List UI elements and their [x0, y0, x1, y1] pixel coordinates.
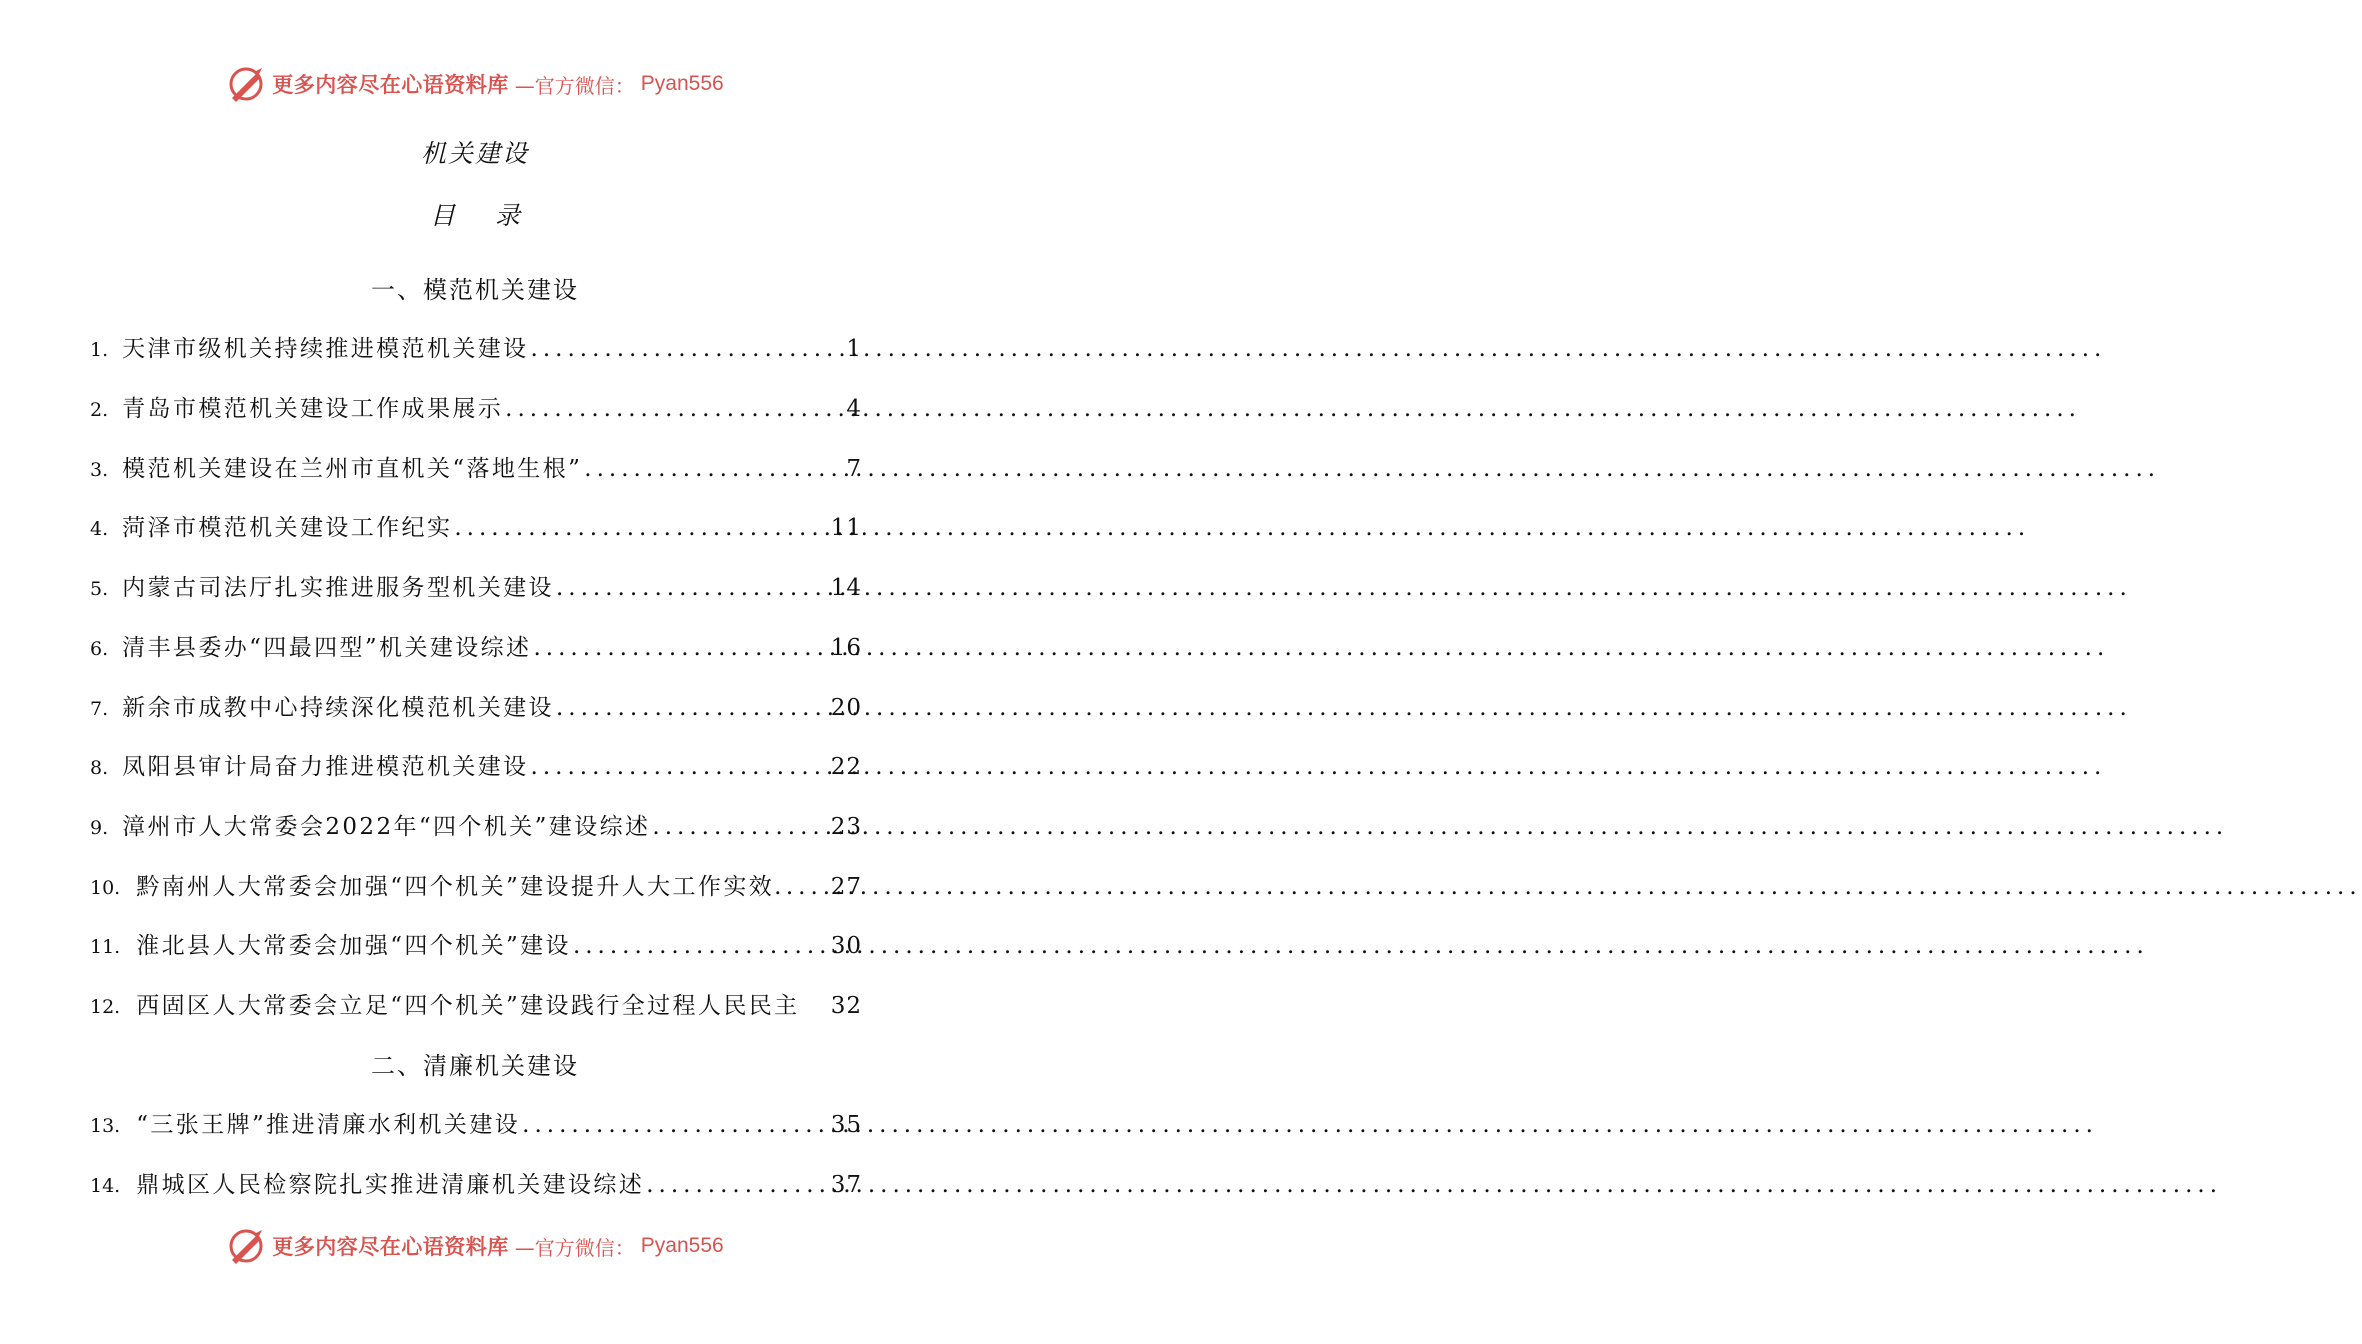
toc-entry[interactable] — [90, 748, 862, 784]
banner-wechat-id: Pyan556 — [640, 72, 724, 95]
entry-title: 西固区人大常委会立足“四个机关”建设践行全过程人民民主 — [136, 993, 800, 1019]
entry-title: “三张王牌”推进清廉水利机关建设 — [136, 1112, 521, 1138]
toc-entry[interactable] — [90, 1166, 862, 1202]
entry-number: 6. — [90, 638, 109, 660]
entry-title: 菏泽市模范机关建设工作纪实 — [122, 515, 453, 541]
entry-page: 20 — [830, 695, 862, 721]
dot-leader — [554, 575, 827, 601]
entry-title: 内蒙古司法厅扎实推进服务型机关建设 — [122, 575, 554, 601]
entry-title: 黔南州人大常委会加强“四个机关”建设提升人大工作实效. — [136, 874, 784, 900]
entry-page: 23 — [830, 814, 862, 840]
toc-entry[interactable] — [90, 330, 862, 366]
dot-leader — [650, 814, 826, 840]
entry-page: 32 — [830, 993, 862, 1019]
entry-page: 1 — [846, 336, 862, 362]
banner-sub-text: —官方微信： — [514, 73, 635, 98]
entry-number: 1. — [90, 339, 109, 361]
dot-leader — [784, 874, 827, 900]
section-heading: 一、模范机关建设 — [371, 276, 579, 304]
entry-page: 16 — [830, 635, 862, 661]
entry-number: 5. — [90, 578, 109, 600]
entry-title: 青岛市模范机关建设工作成果展示 — [122, 396, 504, 422]
entry-title: 鼎城区人民检察院扎实推进清廉机关建设综述 — [136, 1172, 645, 1198]
toc-entry[interactable] — [90, 1106, 862, 1142]
entry-number: 14. — [90, 1175, 121, 1197]
entry-number: 13. — [90, 1115, 121, 1137]
entry-page: 37 — [830, 1172, 862, 1198]
entry-number: 9. — [90, 817, 109, 839]
entry-title: 模范机关建设在兰州市直机关“落地生根” — [122, 456, 583, 482]
banner-main-text: 更多内容尽在心语资料库 — [272, 1234, 509, 1259]
dot-leader — [531, 635, 826, 661]
dot-leader — [554, 695, 827, 721]
footer-banner — [0, 1224, 950, 1268]
banner-main-text: 更多内容尽在心语资料库 — [272, 72, 509, 97]
dot-leader — [529, 336, 843, 362]
toc-entry[interactable] — [90, 629, 862, 665]
entry-number: 4. — [90, 518, 109, 540]
entry-number: 10. — [90, 877, 121, 899]
entry-number: 11. — [90, 936, 121, 958]
dot-leader — [503, 396, 842, 422]
document-title: 机关建设 — [420, 139, 529, 168]
dot-leader — [529, 754, 827, 780]
entry-number: 12. — [90, 996, 121, 1018]
dot-leader — [571, 933, 827, 959]
toc-entry[interactable] — [90, 927, 862, 963]
entry-number: 2. — [90, 399, 109, 421]
toc-title: 目录 — [429, 201, 560, 230]
pen-logo-icon — [226, 64, 266, 104]
entry-number: 8. — [90, 757, 109, 779]
section-heading: 二、清廉机关建设 — [371, 1052, 579, 1080]
entry-title: 天津市级机关持续推进模范机关建设 — [122, 336, 529, 362]
entry-title: 淮北县人大常委会加强“四个机关”建设 — [136, 933, 571, 959]
toc-entry[interactable] — [90, 450, 862, 486]
entry-page: 27 — [830, 874, 862, 900]
dot-leader — [452, 515, 826, 541]
entry-page: 14 — [830, 575, 862, 601]
toc-entry[interactable] — [90, 868, 862, 904]
entry-page: 35 — [830, 1112, 862, 1138]
entry-title: 漳州市人大常委会2022年“四个机关”建设综述 — [122, 814, 651, 840]
entry-title: 清丰县委办“四最四型”机关建设综述 — [122, 635, 532, 661]
dot-leader — [520, 1112, 827, 1138]
banner-sub-text: —官方微信： — [514, 1235, 635, 1260]
entry-page: 30 — [830, 933, 862, 959]
pen-logo-icon — [226, 1226, 266, 1266]
entry-number: 7. — [90, 698, 109, 720]
entry-title: 新余市成教中心持续深化模范机关建设 — [122, 695, 554, 721]
banner-wechat-id: Pyan556 — [640, 1234, 724, 1257]
toc-entry[interactable] — [90, 987, 862, 1023]
dot-leader — [644, 1172, 827, 1198]
entry-page: 22 — [830, 754, 862, 780]
toc-entry[interactable] — [90, 689, 862, 725]
header-banner — [0, 62, 950, 106]
toc-entry[interactable] — [90, 390, 862, 426]
toc-entry[interactable] — [90, 509, 862, 545]
dot-leader — [582, 456, 842, 482]
entry-page: 4 — [846, 396, 862, 422]
entry-number: 3. — [90, 459, 109, 481]
entry-title: 凤阳县审计局奋力推进模范机关建设 — [122, 754, 529, 780]
toc-entry[interactable] — [90, 808, 862, 844]
entry-page: 11 — [830, 515, 862, 541]
toc-entry[interactable] — [90, 569, 862, 605]
entry-page: 7 — [846, 456, 862, 482]
